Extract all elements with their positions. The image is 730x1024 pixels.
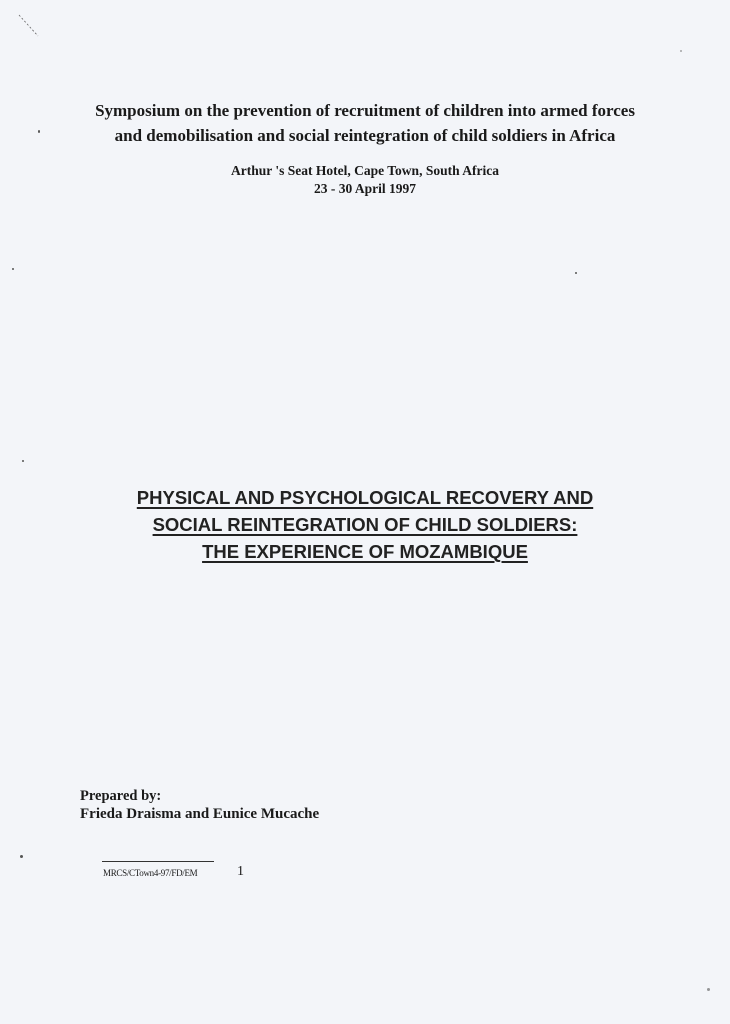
footnote-divider [102,861,214,862]
scan-speck [12,268,14,270]
scan-speck [575,272,577,274]
scan-mark [18,14,40,38]
symposium-line-2: and demobilisation and social reintegration of child soldiers in Africa [114,126,616,145]
venue-block [40,162,690,198]
page-number: 1 [237,864,244,879]
authors: Frieda Draisma and Eunice Mucache [80,806,320,822]
document-title [30,484,700,565]
scan-speck [38,130,40,133]
title-line-2: SOCIAL REINTEGRATION OF CHILD SOLDIERS: [152,514,578,535]
scan-speck [22,460,24,462]
title-line-1: PHYSICAL AND PSYCHOLOGICAL RECOVERY AND [136,487,594,508]
scan-speck [20,855,23,858]
document-reference: MRCS/CTown4-97/FD/EM [103,868,198,878]
symposium-heading [40,98,690,148]
scan-speck [680,50,682,52]
scan-speck [707,988,710,991]
venue-text: Arthur 's Seat Hotel, Cape Town, South Africa [231,163,499,178]
symposium-line-1: Symposium on the prevention of recruitment of children into armed forces [95,101,635,120]
title-line-3: THE EXPERIENCE OF MOZAMBIQUE [202,541,528,562]
event-dates: 23 - 30 April 1997 [313,181,416,196]
prepared-by-label: Prepared by: [80,788,162,804]
